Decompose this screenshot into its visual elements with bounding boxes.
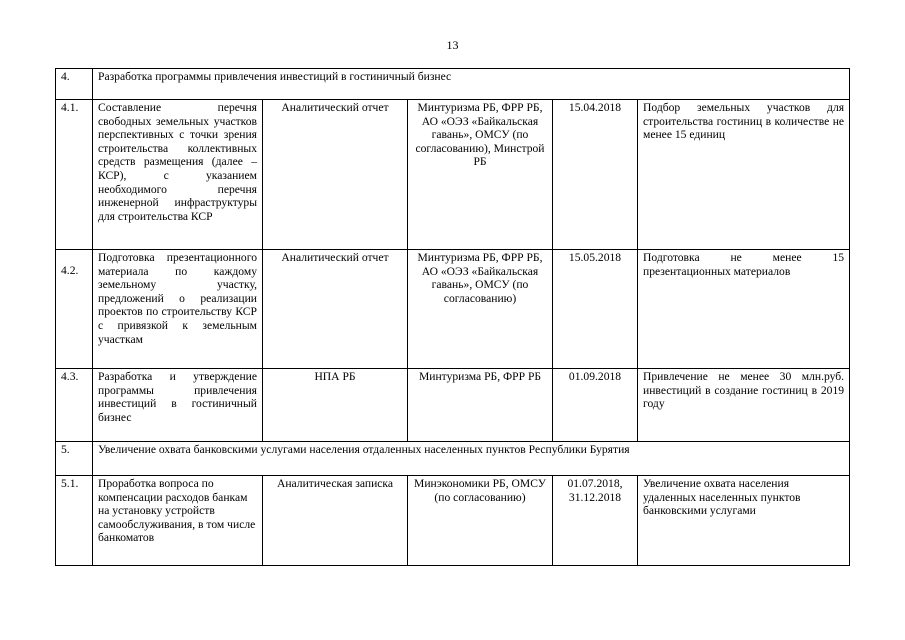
- document-type-cell: Аналитическая записка: [263, 476, 408, 566]
- document-type-cell: НПА РБ: [263, 369, 408, 442]
- table-row: [56, 369, 850, 442]
- deadline-cell: 15.05.2018: [553, 250, 638, 369]
- result-cell: Увеличение охвата населения удаленных населенных пунктов банковскими услугами: [638, 476, 850, 566]
- task-cell: Составление перечня свободных земельных участков перспективных с точки зрения строительства коллективных средств размещения (далее – КСР), с указанием необходимого перечня инженерной инфраструктуры для строительства КСР: [93, 100, 263, 250]
- result-cell: Подбор земельных участков для строительства гостиниц в количестве не менее 15 единиц: [638, 100, 850, 250]
- row-number: 4.2.: [56, 250, 93, 369]
- responsible-cell: Минэкономики РБ, ОМСУ (по согласованию): [408, 476, 553, 566]
- table-row: [56, 476, 850, 566]
- section-row: [56, 69, 850, 100]
- task-cell: Подготовка презентационного материала по каждому земельному участку, предложений о реализации проектов по строительству КСР с привязкой к земельным участкам: [93, 250, 263, 369]
- result-cell: Подготовка не менее 15 презентационных материалов: [638, 250, 850, 369]
- row-number: 4.3.: [56, 369, 93, 442]
- section-title: Разработка программы привлечения инвестиций в гостиничный бизнес: [93, 69, 850, 100]
- responsible-cell: Минтуризма РБ, ФРР РБ: [408, 369, 553, 442]
- table-row: [56, 100, 850, 250]
- task-cell: Проработка вопроса по компенсации расходов банкам на установку устройств самообслуживания, в том числе банкоматов: [93, 476, 263, 566]
- section-number: 4.: [56, 69, 93, 100]
- responsible-cell: Минтуризма РБ, ФРР РБ, АО «ОЭЗ «Байкальская гавань», ОМСУ (по согласованию): [408, 250, 553, 369]
- document-type-cell: Аналитический отчет: [263, 100, 408, 250]
- page-number: 13: [446, 38, 459, 52]
- document-type-cell: Аналитический отчет: [263, 250, 408, 369]
- section-number: 5.: [56, 442, 93, 476]
- task-cell: Разработка и утверждение программы привлечения инвестиций в гостиничный бизнес: [93, 369, 263, 442]
- deadline-cell: 01.09.2018: [553, 369, 638, 442]
- deadline-cell: 15.04.2018: [553, 100, 638, 250]
- row-number: 4.1.: [56, 100, 93, 250]
- responsible-cell: Минтуризма РБ, ФРР РБ, АО «ОЭЗ «Байкальская гавань», ОМСУ (по согласованию), Минстрой РБ: [408, 100, 553, 250]
- section-row: [56, 442, 850, 476]
- section-title: Увеличение охвата банковскими услугами населения отдаленных населенных пунктов Республики Бурятия: [93, 442, 850, 476]
- row-number: 5.1.: [56, 476, 93, 566]
- table-row: [56, 250, 850, 369]
- action-plan-table: [55, 68, 850, 566]
- deadline-cell: 01.07.2018, 31.12.2018: [553, 476, 638, 566]
- result-cell: Привлечение не менее 30 млн.руб. инвестиций в создание гостиниц в 2019 году: [638, 369, 850, 442]
